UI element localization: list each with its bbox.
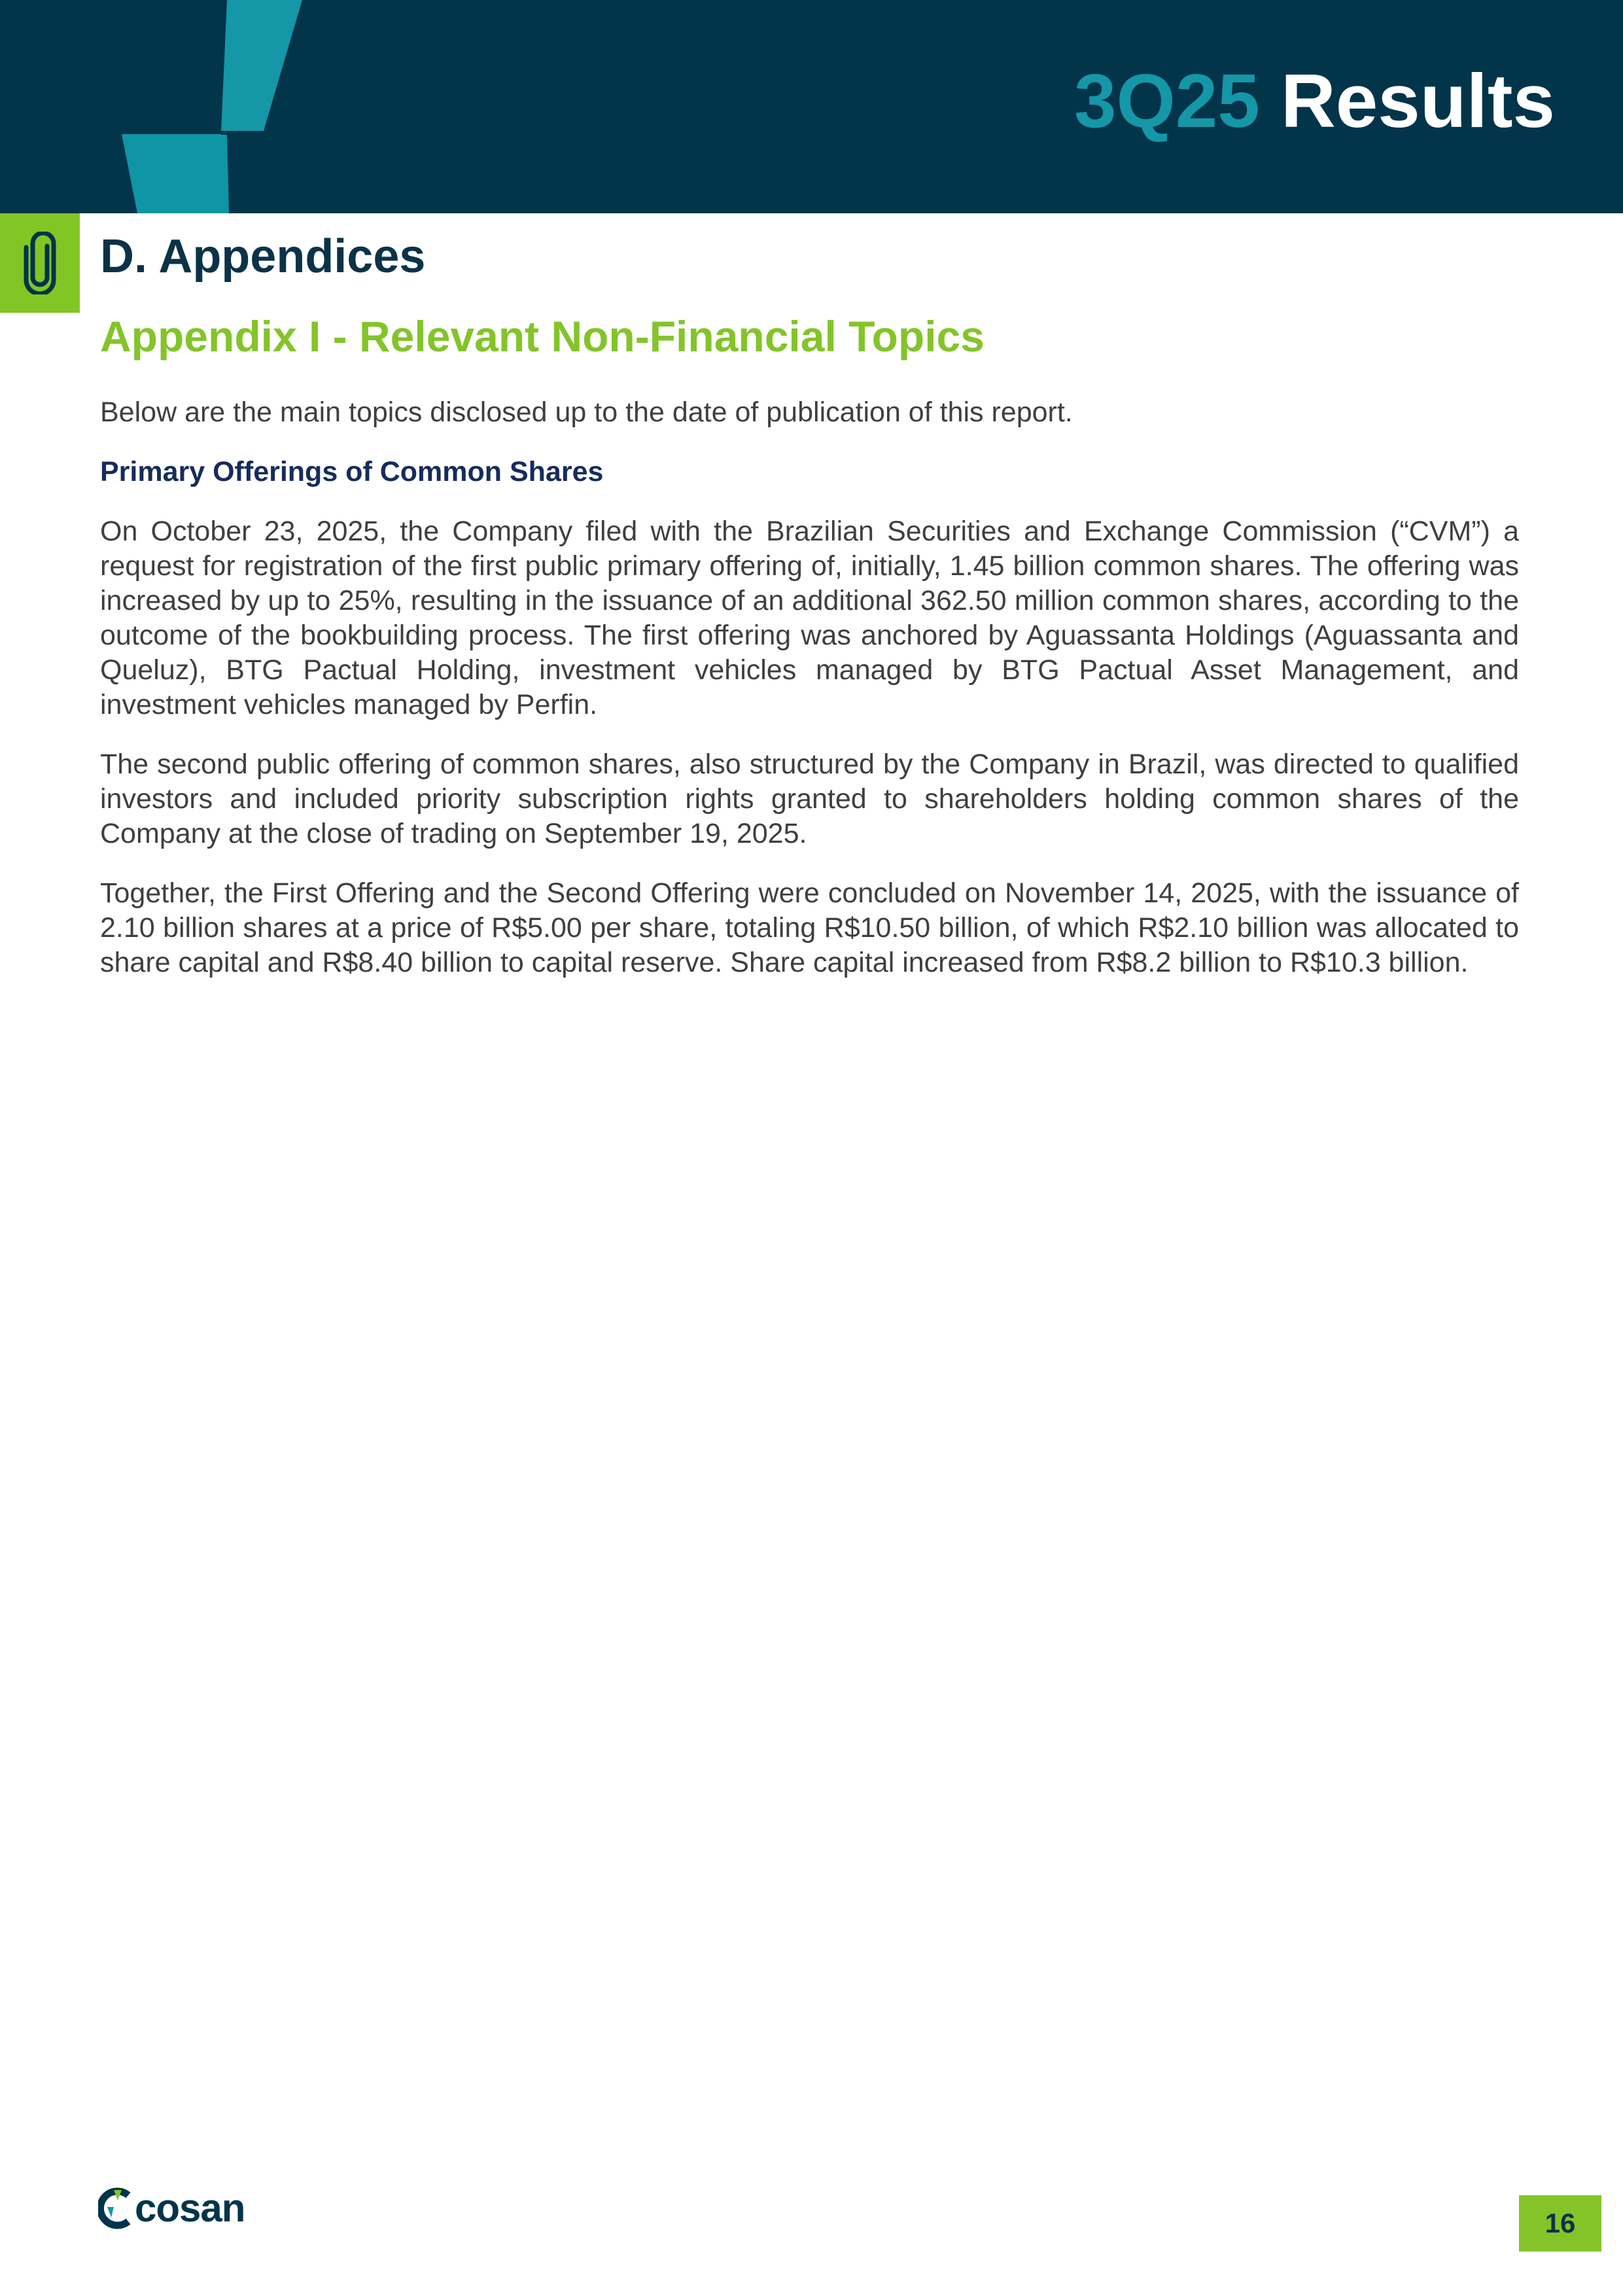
cosan-wordmark: cosan (135, 2186, 245, 2230)
topic-heading: Primary Offerings of Common Shares (100, 456, 604, 487)
paperclip-icon (22, 232, 58, 294)
appendix-title: Appendix I - Relevant Non-Financial Topics (100, 312, 985, 361)
body-paragraph: On October 23, 2025, the Company filed with the Brazilian Securities and Exchange Commission (“CVM”) a request for registration of the first public primary offering of, initially, 1.45 billion common shares. The offering was increased by up to 25%, resulting in the issuance of an additional 362.50 million common shares, according to the outcome of the bookbuilding process. The first offering was anchored by Aguassanta Holdings (Aguassanta and Queluz), BTG Pactual Holding, investment vehicles managed by BTG Pactual Asset Management, and investment vehicles managed by Perfin. (100, 516, 1519, 720)
section-tab (0, 213, 80, 313)
body-paragraph: Together, the First Offering and the Second Offering were concluded on November 14, 2025, with the issuance of 2.10 billion shares at a price of R$5.00 per share, totaling R$10.50 billion, of which R$2.10 billion was allocated to share capital and R$8.40 billion to capital reserve. Share capital increased from R$8.2 billion to R$10.3 billion. (100, 877, 1519, 978)
report-quarter: 3Q25 (1073, 58, 1260, 143)
header-decoration-icon (0, 0, 314, 213)
header-band (0, 0, 1623, 213)
section-title: D. Appendices (100, 230, 426, 283)
page-number: 16 (1519, 2195, 1601, 2252)
intro-paragraph: Below are the main topics disclosed up to the date of publication of this report. (100, 397, 1073, 428)
cosan-logo (98, 2187, 245, 2229)
body-paragraph: The second public offering of common shares, also structured by the Company in Brazil, was directed to qualified investors and included priority subscription rights granted to shareholders holding common shares of the Company at the close of trading on September 19, 2025. (100, 749, 1519, 849)
cosan-logo-icon (98, 2187, 135, 2229)
body-content (100, 395, 1519, 1005)
report-title (1073, 58, 1555, 143)
report-title-word: Results (1280, 58, 1555, 143)
